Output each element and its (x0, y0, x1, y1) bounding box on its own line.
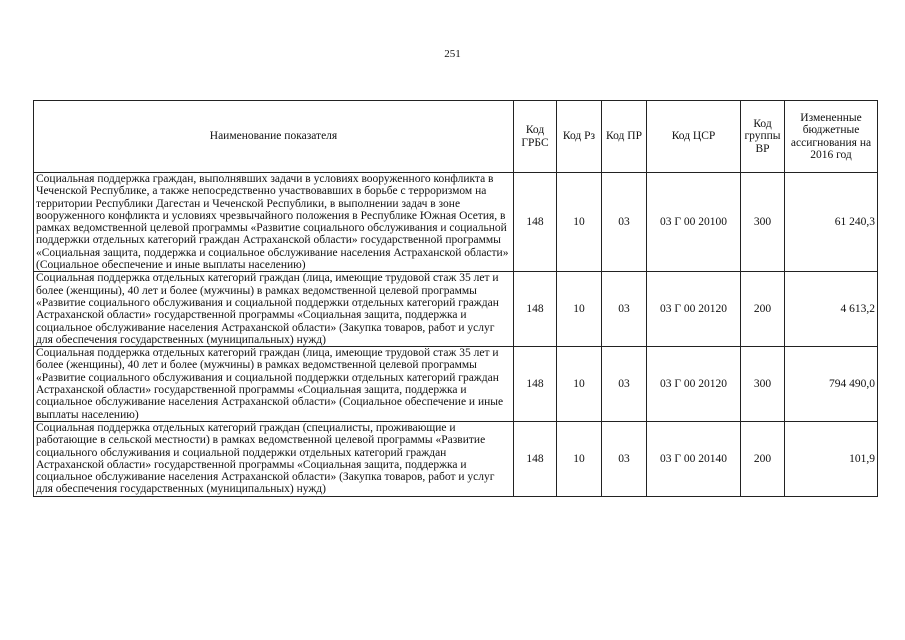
table-row (34, 173, 878, 272)
row-vr: 200 (741, 272, 785, 347)
table-row (34, 421, 878, 496)
row-rz: 10 (557, 421, 602, 496)
row-name: Социальная поддержка отдельных категорий граждан (специалисты, проживающие и работающие в сельской местности) в рамках ведомственной целевой программы «Развитие социального обслуживания и социальной поддержки отдельных категорий граждан Астраханской области» государственной программы «Социальная защита, поддержка и социальное обслуживание населения Астраханской области» (Закупка товаров, работ и услуг для обеспечения государственных (муниципальных) нужд) (34, 421, 514, 496)
row-csr: 03 Г 00 20100 (647, 173, 741, 272)
header-grbs: Код ГРБС (514, 101, 557, 173)
row-amount: 794 490,0 (785, 347, 878, 422)
row-pr: 03 (602, 421, 647, 496)
row-pr: 03 (602, 347, 647, 422)
row-pr: 03 (602, 173, 647, 272)
row-pr: 03 (602, 272, 647, 347)
header-amount: Измененные бюджетные ассигнования на 2016 год (785, 101, 878, 173)
row-vr: 200 (741, 421, 785, 496)
row-name: Социальная поддержка отдельных категорий граждан (лица, имеющие трудовой стаж 35 лет и более (женщины), 40 лет и более (мужчины) в рамках ведомственной целевой программы «Развитие социального обслуживания и социальной поддержки отдельных категорий граждан Астраханской области» государственной программы «Социальная защита, поддержка и социальное обслуживание населения Астраханской области» (Закупка товаров, работ и услуг для обеспечения государственных (муниципальных) нужд) (34, 272, 514, 347)
row-amount: 4 613,2 (785, 272, 878, 347)
page-number: 251 (444, 48, 461, 60)
header-rz: Код Рз (557, 101, 602, 173)
row-csr: 03 Г 00 20140 (647, 421, 741, 496)
row-grbs: 148 (514, 347, 557, 422)
row-rz: 10 (557, 347, 602, 422)
row-rz: 10 (557, 272, 602, 347)
row-name: Социальная поддержка граждан, выполнявших задачи в условиях вооруженного конфликта в Чеченской Республике, а также непосредственно участвовавших в борьбе с терроризмом на территории Республики Дагестан и Чеченской Республики, в выполнении задач в зоне вооруженного конфликта и условиях чрезвычайного положения в Республике Южная Осетия, в рамках ведомственной целевой программы «Развитие социального обслуживания и социальной поддержки отдельных категорий граждан Астраханской области» государственной программы «Социальная защита, поддержка и социальное обслуживание населения Астраханской области» (Социальное обеспечение и иные выплаты населению) (34, 173, 514, 272)
row-amount: 61 240,3 (785, 173, 878, 272)
header-vr: Код группы ВР (741, 101, 785, 173)
row-amount: 101,9 (785, 421, 878, 496)
row-vr: 300 (741, 173, 785, 272)
row-name: Социальная поддержка отдельных категорий граждан (лица, имеющие трудовой стаж 35 лет и более (женщины), 40 лет и более (мужчины) в рамках ведомственной целевой программы «Развитие социального обслуживания и социальной поддержки отдельных категорий граждан Астраханской области» государственной программы «Социальная защита, поддержка и социальное обслуживание населения Астраханской области» (Социальное обеспечение и иные выплаты населению) (34, 347, 514, 422)
header-pr: Код ПР (602, 101, 647, 173)
table-header-row (34, 101, 878, 173)
row-rz: 10 (557, 173, 602, 272)
row-grbs: 148 (514, 173, 557, 272)
header-csr: Код ЦСР (647, 101, 741, 173)
header-name: Наименование показателя (34, 101, 514, 173)
table-row (34, 272, 878, 347)
row-grbs: 148 (514, 421, 557, 496)
row-csr: 03 Г 00 20120 (647, 272, 741, 347)
table-row (34, 347, 878, 422)
row-grbs: 148 (514, 272, 557, 347)
row-vr: 300 (741, 347, 785, 422)
row-csr: 03 Г 00 20120 (647, 347, 741, 422)
budget-table (33, 100, 878, 497)
